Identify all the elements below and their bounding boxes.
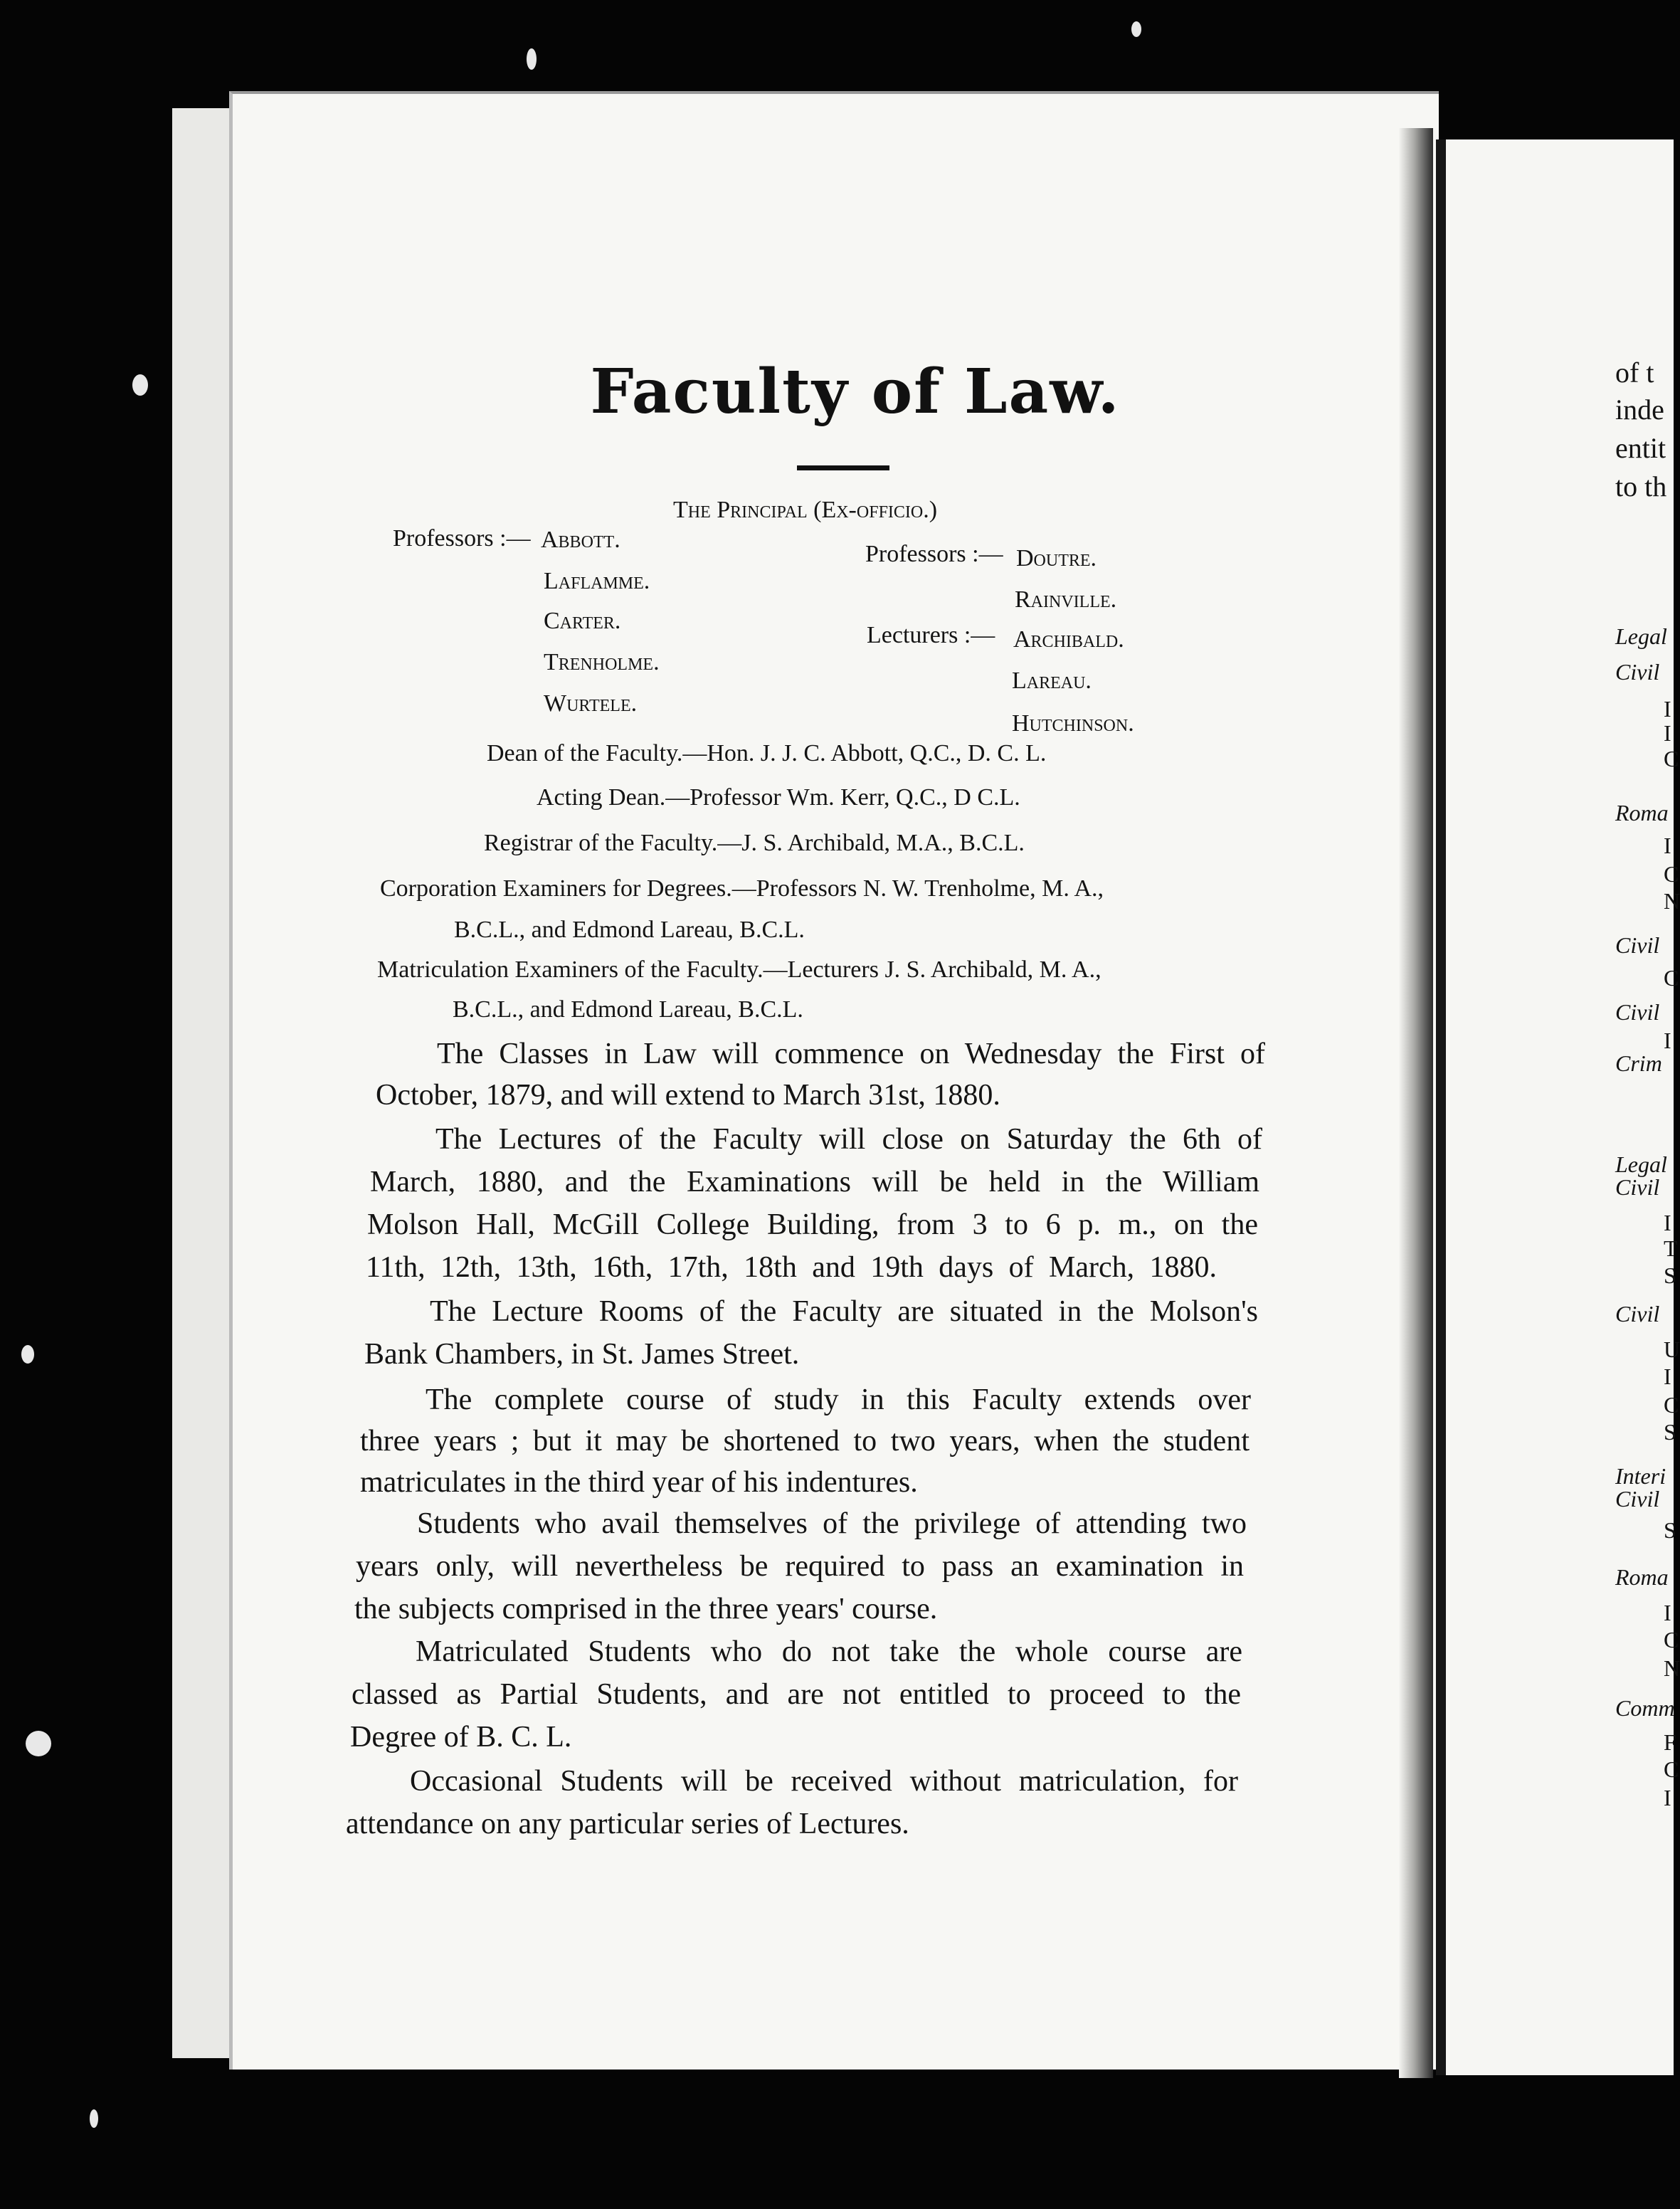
right-page-heading: Legal [1615,1151,1667,1177]
paragraph-line: years only, will nevertheless be required to pass an examination in [356,1550,1244,1583]
right-page-letter: I [1664,1028,1671,1053]
right-page-heading: Interi [1615,1463,1666,1489]
right-page [1436,139,1674,2075]
lecturer-name: Lareau. [1012,668,1092,694]
lecturers-label: Lecturers :— [867,622,995,648]
dust-speck [90,2109,98,2128]
right-page-heading: Crim [1615,1050,1662,1076]
lecturer-name: Archibald. [1013,626,1124,653]
right-page-letter: C [1664,861,1679,887]
dust-speck [26,1731,51,1756]
professor-name: Wurtele. [544,690,638,717]
right-page-letter: I [1664,1364,1671,1389]
professor-name: Carter. [544,608,621,634]
right-page-letter: T [1664,1235,1678,1261]
right-page-letter: I [1664,1600,1671,1625]
right-page-letter: N [1664,1655,1680,1681]
paragraph-line: attendance on any particular series of Lectures. [346,1808,909,1840]
professor-name: Trenholme. [544,649,660,675]
right-page-text: of t [1615,357,1654,389]
right-page-letter: I [1664,720,1671,746]
right-page-heading: Civil [1615,659,1660,685]
paragraph-line: Matriculated Students who do not take the whole course are [416,1635,1242,1668]
paragraph-line: The Lecture Rooms of the Faculty are situated in the Molson's [430,1295,1258,1328]
professors-left-label: Professors :— [393,525,531,552]
right-page-letter: C [1664,1756,1679,1782]
right-page-heading: Civil [1615,1301,1660,1327]
right-page-letter: I [1664,833,1671,858]
paragraph-line: The Classes in Law will commence on Wednesday the First of [437,1038,1265,1070]
paragraph-line: the subjects comprised in the three years' course. [354,1593,938,1625]
corporation-examiners-line: Corporation Examiners for Degrees.—Professors N. W. Trenholme, M. A., [380,875,1104,902]
right-page-text: inde [1615,394,1664,426]
principal-line: The Principal (Ex-officio.) [673,497,938,523]
acting-dean-line: Acting Dean.—Professor Wm. Kerr, Q.C., D C.L. [537,784,1020,811]
right-page-heading: Civil [1615,999,1660,1025]
paragraph-line: The complete course of study in this Faculty extends over [426,1383,1251,1416]
dust-speck [21,1345,34,1364]
title-rule [797,465,889,470]
paragraph-line: Degree of B. C. L. [350,1721,572,1754]
right-page-letter: I [1664,696,1671,722]
paragraph-line: matriculates in the third year of his indentures. [360,1466,918,1499]
professor-name: Laflamme. [544,568,650,594]
corporation-examiners-line: B.C.L., and Edmond Lareau, B.C.L. [454,917,805,943]
right-page-heading: Roma [1615,800,1669,826]
page-title: Faculty of Law. [590,356,1121,428]
right-page-letter: S [1664,1262,1676,1288]
right-page-letter: S [1664,1419,1676,1445]
dust-speck [132,374,148,396]
registrar-line: Registrar of the Faculty.—J. S. Archibald, M.A., B.C.L. [484,830,1025,856]
book-gutter [1399,128,1433,2078]
paragraph-line: Occasional Students will be received without matriculation, for [410,1765,1238,1798]
right-page-letter: C [1664,965,1679,991]
right-page-letter: C [1664,1392,1679,1418]
paragraph-line: March, 1880, and the Examinations will be held in the William [370,1166,1259,1198]
right-page-heading: Roma [1615,1564,1669,1590]
paragraph-line: Students who avail themselves of the privilege of attending two [417,1507,1247,1540]
paragraph-line: Molson Hall, McGill College Building, from 3 to 6 p. m., on the [367,1208,1258,1241]
paragraph-line: classed as Partial Students, and are not entitled to proceed to the [352,1678,1241,1711]
right-page-text: to th [1615,470,1667,502]
right-page-letter: S [1664,1517,1676,1543]
right-page-letter: F [1664,1729,1676,1755]
matriculation-examiners-line: Matriculation Examiners of the Faculty.—Lecturers J. S. Archibald, M. A., [377,956,1101,983]
paragraph-line: three years ; but it may be shortened to two years, when the student [360,1425,1250,1457]
dust-speck [1131,21,1141,37]
right-page-text: entit [1615,432,1666,464]
paragraph-line: Bank Chambers, in St. James Street. [364,1338,800,1371]
right-page-heading: Civil [1615,1174,1660,1200]
professor-name: Doutre. [1016,545,1097,571]
paragraph-line: 11th, 12th, 13th, 16th, 17th, 18th and 19th days of March, 1880. [366,1251,1217,1284]
right-page-letter: I [1664,1210,1671,1235]
dean-line: Dean of the Faculty.—Hon. J. J. C. Abbott, Q.C., D. C. L. [487,740,1047,766]
right-page-letter: C [1664,746,1679,771]
right-page-heading: Civil [1615,932,1660,958]
right-page-heading: Civil [1615,1486,1660,1512]
professors-right-label: Professors :— [865,541,1003,567]
matriculation-examiners-line: B.C.L., and Edmond Lareau, B.C.L. [453,996,803,1023]
right-page-heading: Legal [1615,623,1667,649]
right-page-heading: Comm [1615,1695,1675,1721]
dust-speck [527,48,537,70]
paragraph-line: October, 1879, and will extend to March 31st, 1880. [376,1079,1000,1112]
lecturer-name: Hutchinson. [1012,710,1134,737]
right-page-letter: U [1664,1337,1680,1362]
paragraph-line: The Lectures of the Faculty will close on Saturday the 6th of [435,1123,1262,1156]
right-page-letter: C [1664,1627,1679,1652]
right-page-letter: N [1664,888,1680,914]
right-page-letter: I [1664,1785,1671,1810]
professor-name: Abbott. [541,527,620,553]
professor-name: Rainville. [1015,586,1117,613]
